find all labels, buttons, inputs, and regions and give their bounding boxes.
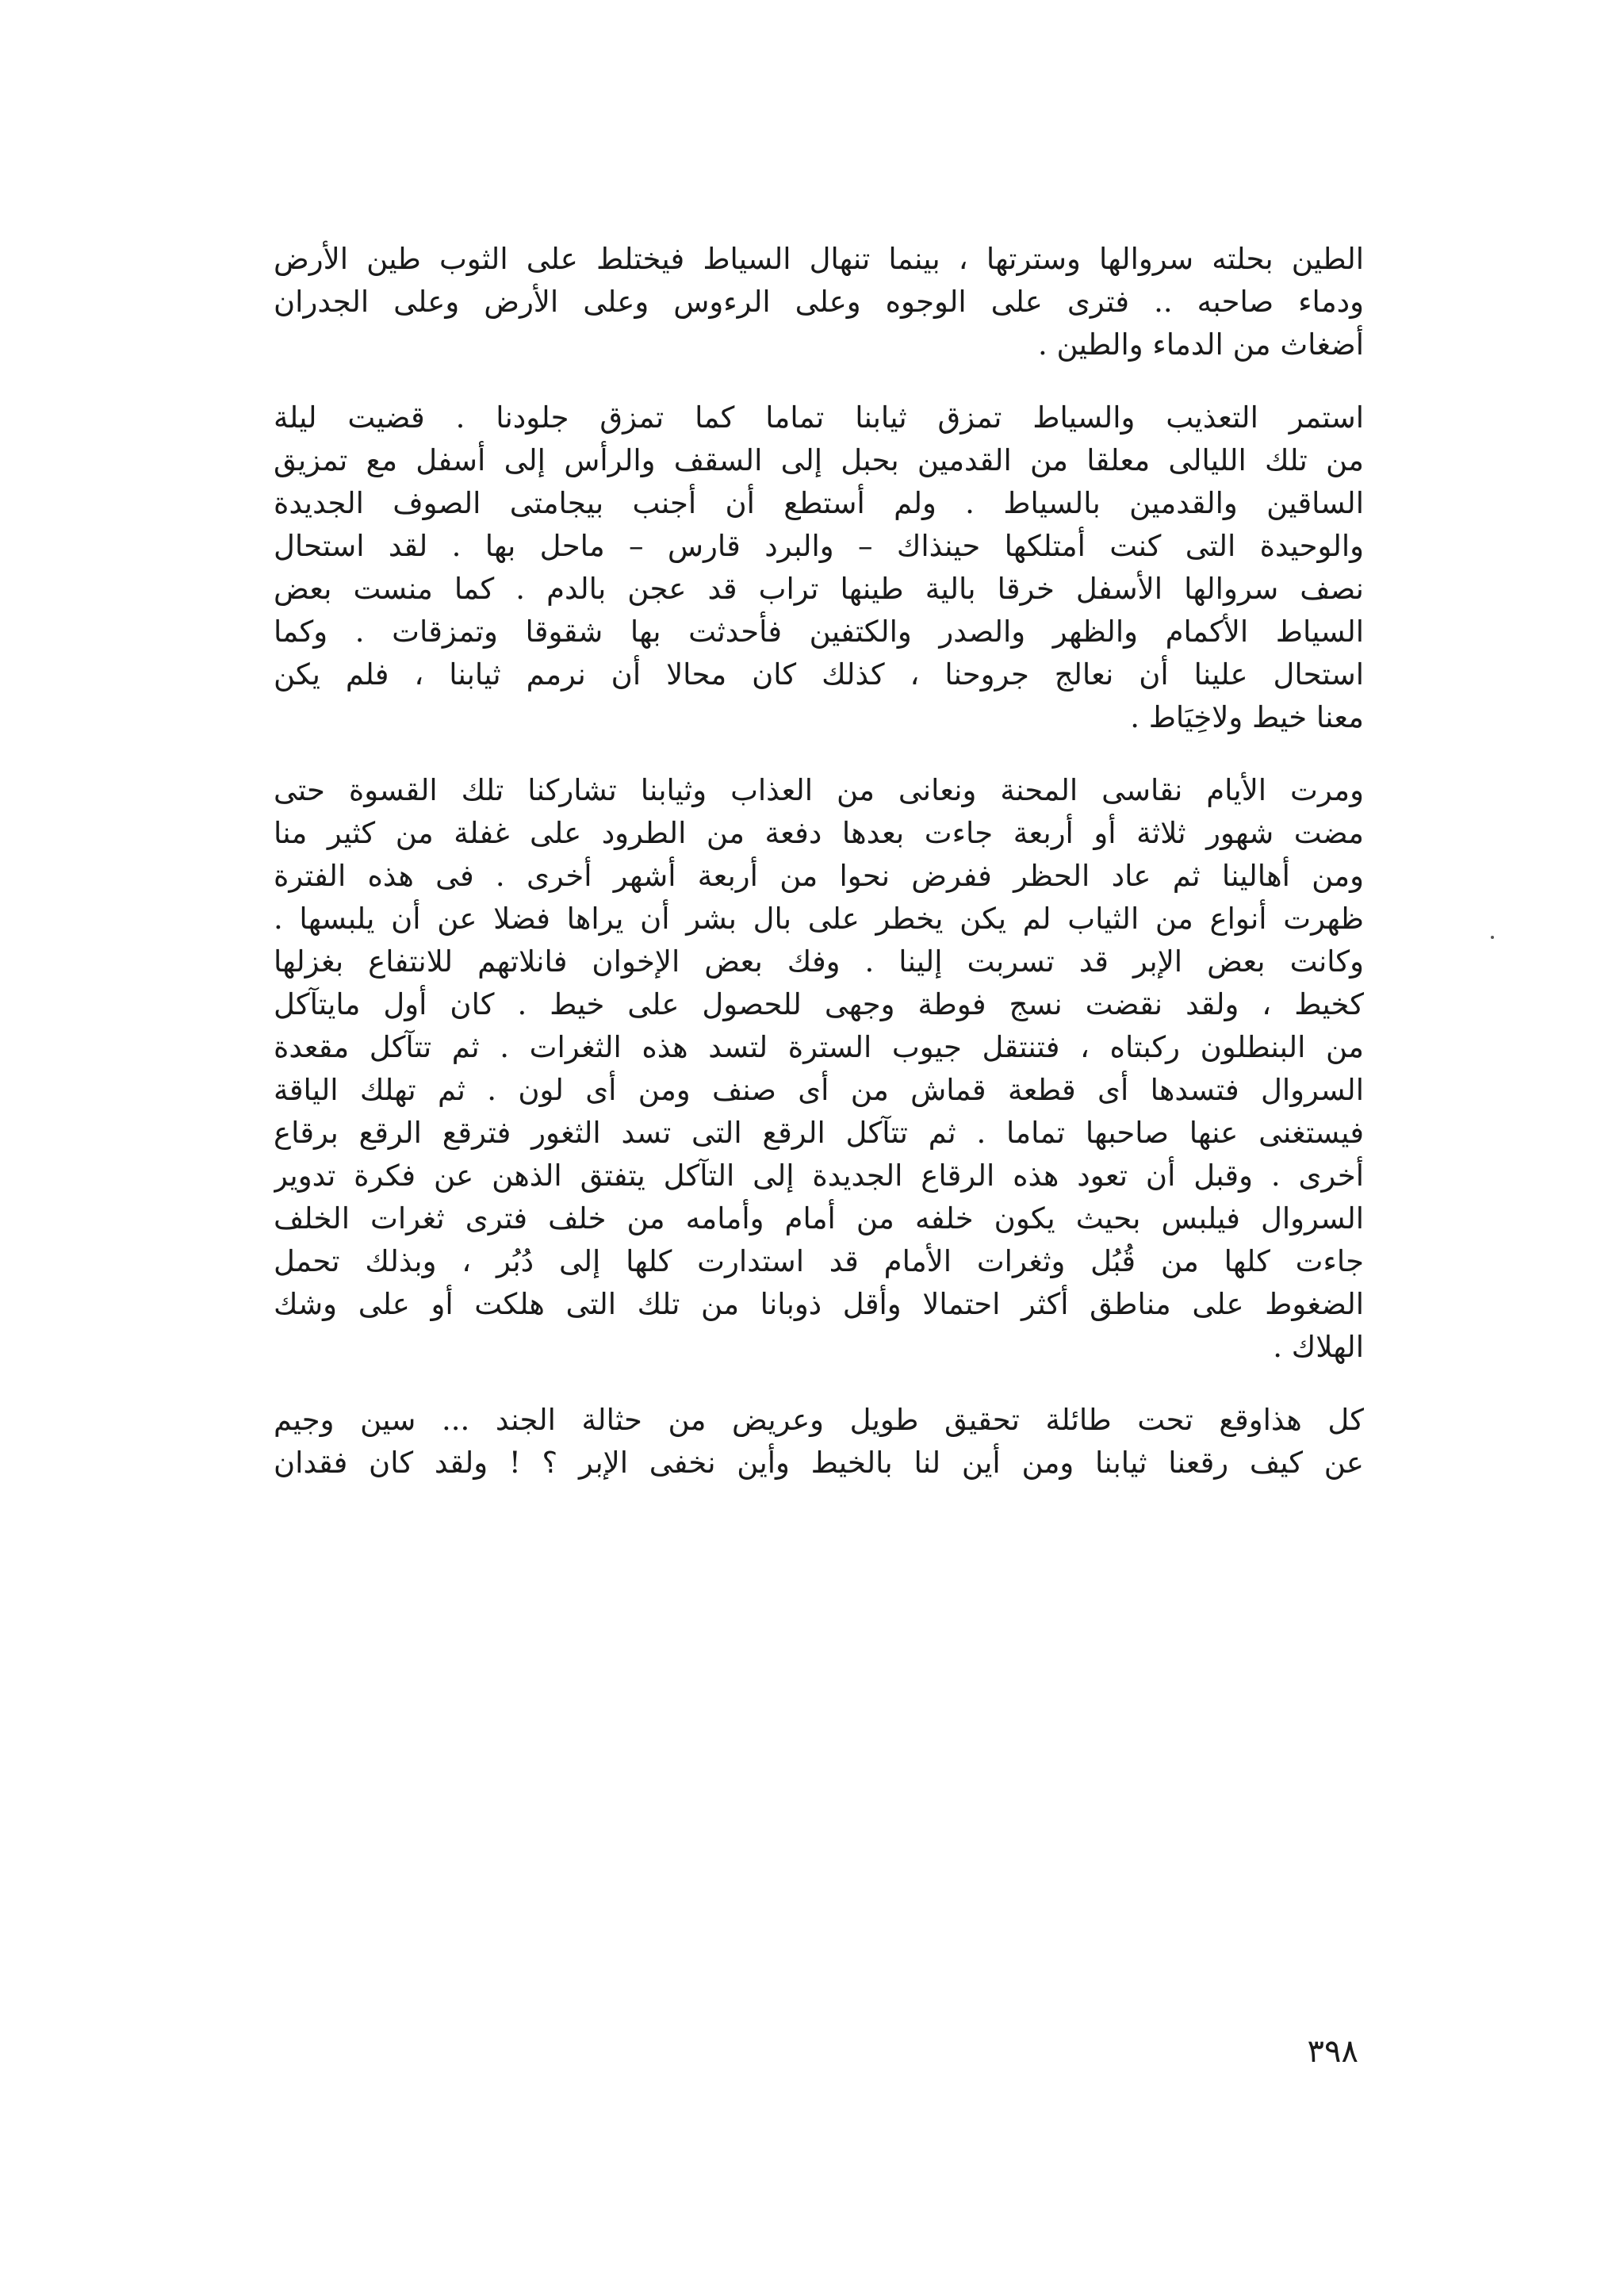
text-line: عن كيف رقعنا ثيابنا ومن أين لنا بالخيط وأين نخفى الإبر ؟ ! ولقد كان فقدان	[274, 1446, 1364, 1480]
text-line: من تلك الليالى معلقا من القدمين بحبل إلى السقف والرأس إلى أسفل مع تمزيق	[274, 443, 1364, 477]
paragraph-1	[274, 238, 1364, 366]
text-line: السياط الأكمام والظهر والصدر والكتفين فأحدثت بها شقوقا وتمزقات . وكما	[274, 615, 1364, 649]
paragraph-4	[274, 1399, 1364, 1485]
text-line: السروال فيلبس بحيث يكون خلفه من أمام وأمامه من خلف فترى ثغرات الخلف	[274, 1201, 1364, 1236]
text-line: معنا خيط ولاخِيَاط .	[1130, 700, 1364, 734]
page-body	[274, 238, 1364, 2141]
text-line: ومن أهالينا ثم عاد الحظر ففرض نحوا من أربعة أشهر أخرى . فى هذه الفترة	[274, 859, 1364, 893]
text-line: الساقين والقدمين بالسياط . ولم أستطع أن أجنب بيجامتى الصوف الجديدة	[274, 486, 1364, 520]
paragraph-gap	[274, 739, 1364, 769]
text-line: أضغاث من الدماء والطين .	[1037, 328, 1364, 362]
text-line: نصف سروالها الأسفل خرقا بالية طينها تراب قد عجن بالدم . كما منست بعض	[274, 572, 1364, 606]
text-line: السروال فتسدها أى قطعة قماش من أى صنف ومن أى لون . ثم تهلك الياقة	[274, 1073, 1364, 1107]
text-line: ودماء صاحبه .. فترى على الوجوه وعلى الرءوس وعلى الأرض وعلى الجدران	[274, 285, 1364, 319]
text-line: الضغوط على مناطق أكثر احتمالا وأقل ذوبانا من تلك التى هلكت أو على وشك	[274, 1287, 1364, 1321]
text-line: ظهرت أنواع من الثياب لم يكن يخطر على بال بشر أن يراها فضلا عن أن يلبسها .	[274, 902, 1364, 936]
scan-speck	[1491, 936, 1494, 939]
text-line: والوحيدة التى كنت أمتلكها حينذاك – والبرد قارس – ماحل بها . لقد استحال	[274, 529, 1364, 563]
text-line: كل هذاوقع تحت طائلة تحقيق طويل وعريض من حثالة الجند ... سين وجيم	[274, 1403, 1364, 1437]
page-number: ٣٩٨	[1307, 2033, 1358, 2070]
text-line: استحال علينا أن نعالج جروحنا ، كذلك كان محالا أن نرمم ثيابنا ، فلم يكن	[274, 657, 1364, 692]
text-line: فيستغنى عنها صاحبها تماما . ثم تتآكل الرقع التى تسد الثغور فترقع الرقع برقاع	[274, 1116, 1364, 1150]
paragraph-3	[274, 769, 1364, 1369]
text-line: كخيط ، ولقد نقضت نسج فوطة وجهى للحصول على خيط . كان أول مايتآكل	[274, 987, 1364, 1021]
text-line: وكانت بعض الإبر قد تسربت إلينا . وفك بعض الإخوان فانلاتهم للانتفاع بغزلها	[274, 944, 1364, 979]
text-line: مضت شهور ثلاثة أو أربعة جاءت بعدها دفعة من الطرود على غفلة من كثير منا	[274, 816, 1364, 850]
paragraph-2	[274, 397, 1364, 739]
text-line: من البنطلون ركبتاه ، فتنتقل جيوب السترة لتسد هذه الثغرات . ثم تتآكل مقعدة	[274, 1030, 1364, 1064]
text-line: استمر التعذيب والسياط تمزق ثيابنا تماما كما تمزق جلودنا . قضيت ليلة	[274, 400, 1364, 435]
paragraph-gap	[274, 1369, 1364, 1399]
text-line: أخرى . وقبل أن تعود هذه الرقاع الجديدة إلى التآكل يتفتق الذهن عن فكرة تدوير	[274, 1159, 1364, 1193]
text-line: جاءت كلها من قُبُل وثغرات الأمام قد استدارت كلها إلى دُبُر ، وبذلك تحمل	[274, 1244, 1364, 1278]
text-line: ومرت الأيام نقاسى المحنة ونعانى من العذاب وثيابنا تشاركنا تلك القسوة حتى	[274, 773, 1364, 807]
text-line: الهلاك .	[1273, 1330, 1364, 1364]
paragraph-gap	[274, 366, 1364, 397]
text-line: الطين بحلته سروالها وسترتها ، بينما تنهال السياط فيختلط على الثوب طين الأرض	[274, 242, 1364, 276]
